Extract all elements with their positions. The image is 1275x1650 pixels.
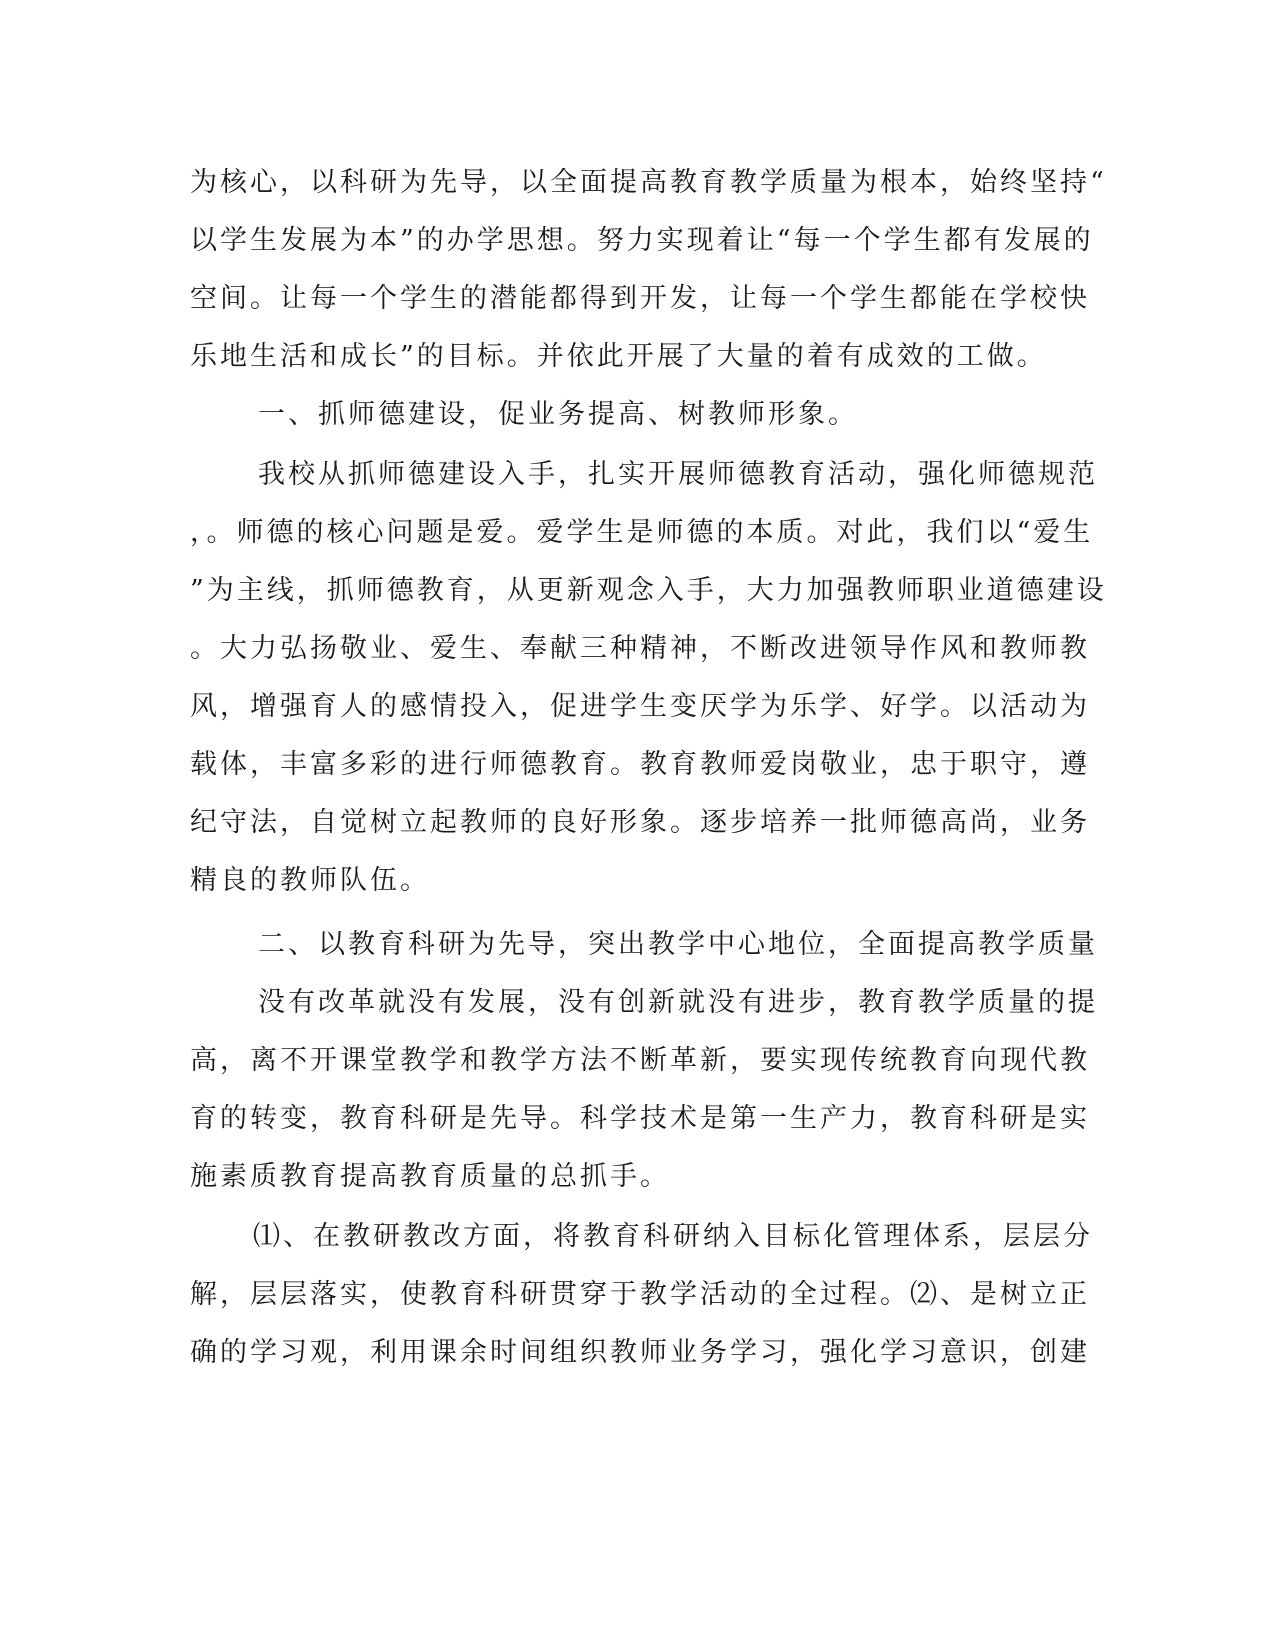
paragraph-line: 高，离不开课堂教学和教学方法不断革新，要实现传统教育向现代教 <box>190 1045 1090 1076</box>
paragraph-line: 。大力弘扬敬业、爱生、奉献三种精神，不断改进领导作风和教师教 <box>190 633 1090 664</box>
paragraph-line: 空间。让每一个学生的潜能都得到开发，让每一个学生都能在学校快 <box>190 283 1090 314</box>
paragraph-line: ，。师德的核心问题是爱。爱学生是师德的本质。对此，我们以“爱生 <box>190 517 1094 548</box>
paragraph-line: 乐地生活和成长”的目标。并依此开展了大量的着有成效的工做。 <box>190 341 1047 372</box>
paragraph-line: 育的转变，教育科研是先导。科学技术是第一生产力，教育科研是实 <box>190 1103 1090 1134</box>
paragraph-line: 纪守法，自觉树立起教师的良好形象。逐步培养一批师德高尚，业务 <box>190 807 1090 838</box>
paragraph-line: 确的学习观，利用课余时间组织教师业务学习，强化学习意识，创建 <box>190 1337 1090 1368</box>
paragraph-line: 风，增强育人的感情投入，促进学生变厌学为乐学、好学。以活动为 <box>190 691 1090 722</box>
section-heading: 一、抓师德建设，促业务提高、树教师形象。 <box>258 399 858 430</box>
section-heading: 二、以教育科研为先导，突出教学中心地位，全面提高教学质量 <box>258 929 1098 960</box>
paragraph-line: 精良的教师队伍。 <box>190 865 430 896</box>
paragraph-line: 施素质教育提高教育质量的总抓手。 <box>190 1161 670 1192</box>
paragraph-line: 为核心，以科研为先导，以全面提高教育教学质量为根本，始终坚持“ <box>190 167 1107 198</box>
paragraph-line: 没有改革就没有发展，没有创新就没有进步，教育教学质量的提 <box>258 987 1098 1018</box>
paragraph-line: 载体，丰富多彩的进行师德教育。教育教师爱岗敬业，忠于职守，遵 <box>190 749 1090 780</box>
paragraph-line: 我校从抓师德建设入手，扎实开展师德教育活动，强化师德规范 <box>258 459 1098 490</box>
paragraph-line: 解，层层落实，使教育科研贯穿于教学活动的全过程。⑵、是树立正 <box>190 1279 1090 1310</box>
list-item-line: ⑴、在教研教改方面，将教育科研纳入目标化管理体系，层层分 <box>253 1221 1093 1252</box>
paragraph-line: 以学生发展为本”的办学思想。努力实现着让“每一个学生都有发展的 <box>190 225 1094 256</box>
paragraph-line: ”为主线，抓师德教育，从更新观念入手，大力加强教师职业道德建设 <box>190 575 1107 606</box>
